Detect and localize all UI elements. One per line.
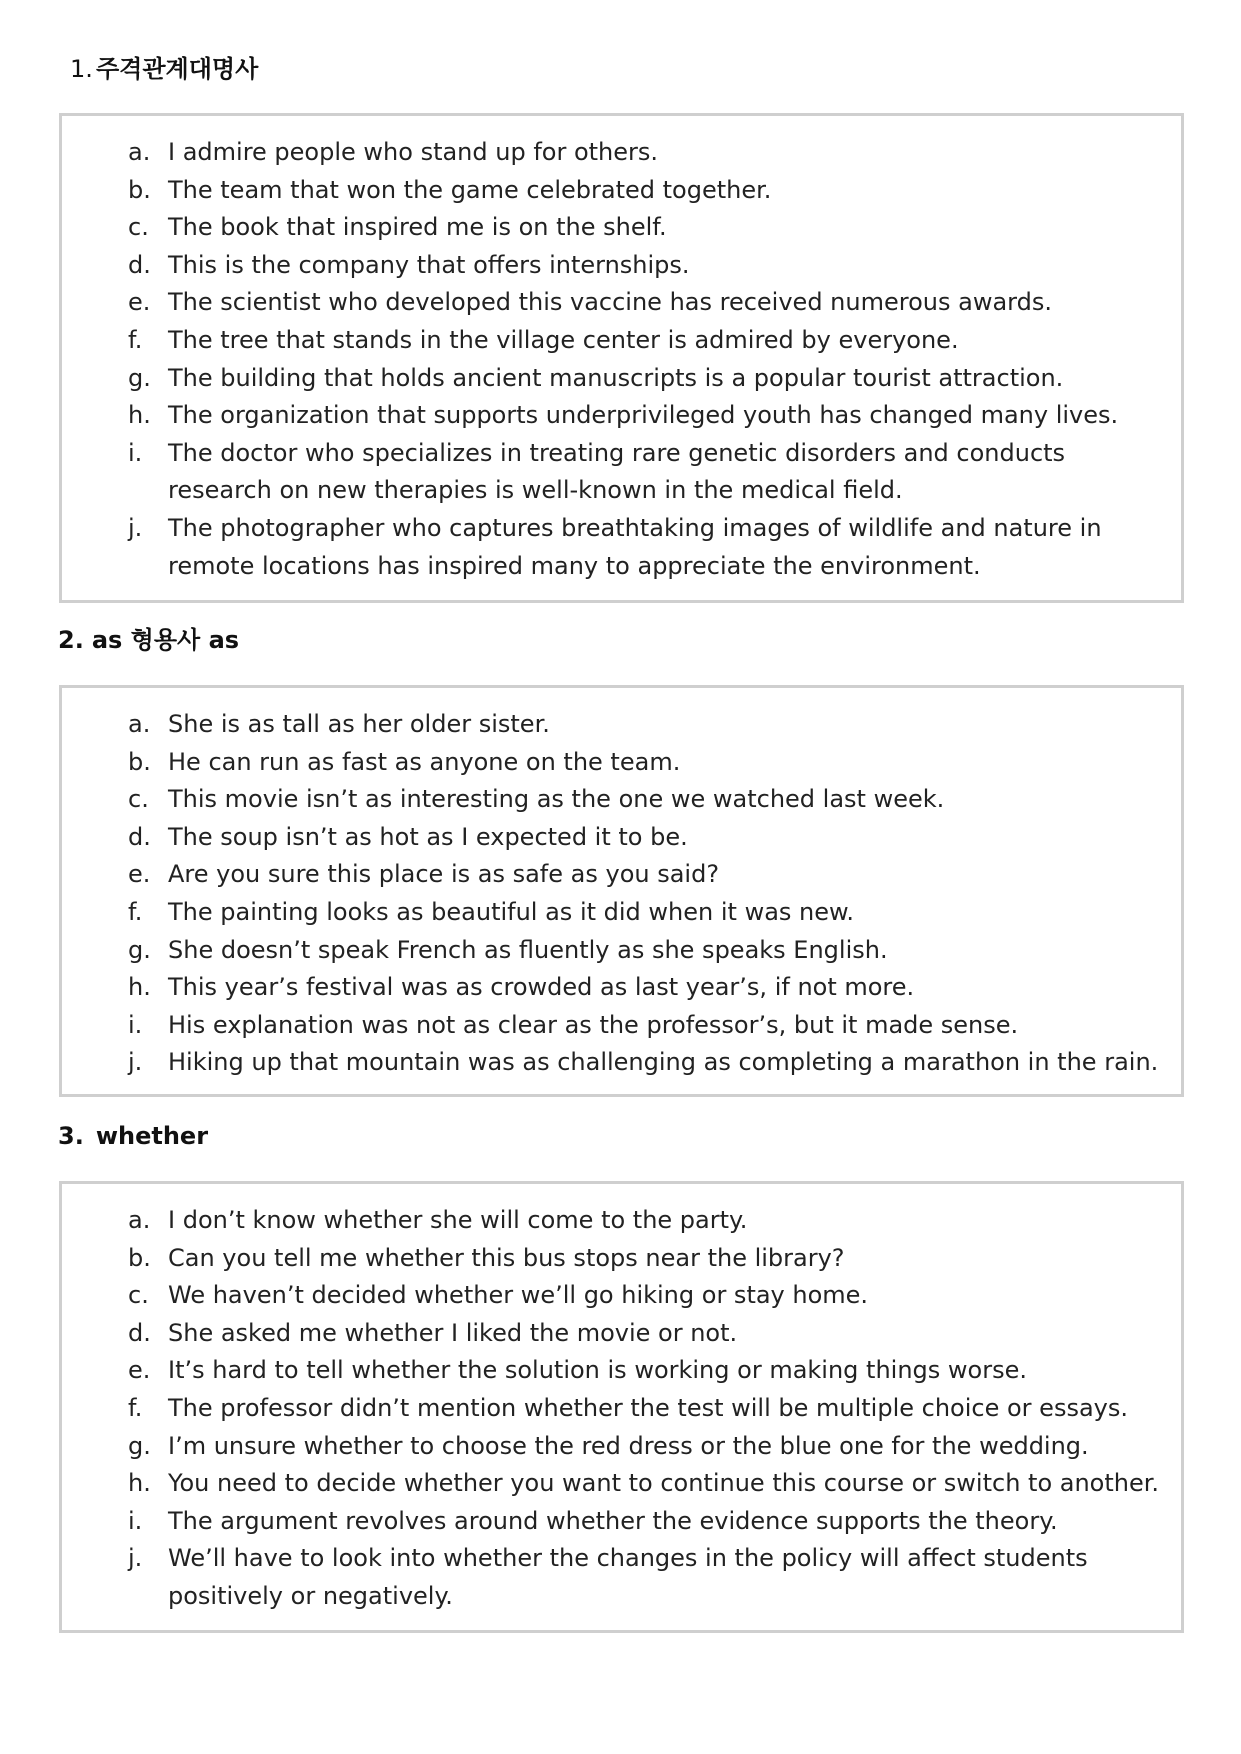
list-item-indent <box>128 472 168 510</box>
list-item-marker: b. <box>128 175 151 204</box>
list-item-marker: h. <box>128 401 151 430</box>
list-item-marker: j. <box>128 1544 143 1573</box>
list-item-marker: f. <box>128 1393 143 1422</box>
list-item-marker: g. <box>128 935 151 964</box>
list-item-marker: c. <box>128 213 149 242</box>
list-item-marker: d. <box>128 250 151 279</box>
list-item-text: The doctor who specializes in treating rare genetic disorders and conducts <box>168 438 1066 467</box>
list-item-text: positively or negatively. <box>168 1581 453 1610</box>
list-item-marker: c. <box>128 1281 149 1310</box>
list-item-marker: h. <box>128 1469 151 1498</box>
list-item <box>128 209 1118 247</box>
section-3-title: whether <box>95 1122 209 1150</box>
list-item-text: I’m unsure whether to choose the red dress or the blue one for the wedding. <box>168 1431 1089 1460</box>
list-item-text: She doesn’t speak French as fluently as she speaks English. <box>168 935 888 964</box>
section-2-number: 2. <box>58 626 84 654</box>
list-item <box>128 247 1118 285</box>
list-item-text: The professor didn’t mention whether the test will be multiple choice or essays. <box>168 1393 1128 1422</box>
list-item <box>128 1390 1159 1428</box>
list-item-text: The photographer who captures breathtaking images of wildlife and nature in <box>168 513 1102 542</box>
list-item-indent <box>128 1578 168 1616</box>
list-item-continuation <box>128 472 1118 510</box>
list-item-marker: i. <box>128 1506 143 1535</box>
list-item <box>128 1277 1159 1315</box>
list-item-marker: j. <box>128 513 143 542</box>
list-item <box>128 932 1158 970</box>
list-item <box>128 1315 1159 1353</box>
list-item-marker: i. <box>128 438 143 467</box>
section-3-box <box>59 1181 1184 1633</box>
list-item-marker: j. <box>128 1048 143 1077</box>
list-item <box>128 781 1158 819</box>
list-item <box>128 1007 1158 1045</box>
list-item <box>128 969 1158 1007</box>
list-item <box>128 284 1118 322</box>
list-item <box>128 894 1158 932</box>
list-item-text: We’ll have to look into whether the changes in the policy will affect students <box>168 1544 1088 1573</box>
list-item <box>128 744 1158 782</box>
list-item-text: The tree that stands in the village center is admired by everyone. <box>168 325 959 354</box>
section-1-heading <box>58 54 258 84</box>
list-item-text: She is as tall as her older sister. <box>168 710 550 738</box>
list-item-continuation <box>128 1578 1159 1616</box>
section-1-title: 주격관계대명사 <box>96 55 259 83</box>
list-item-marker: e. <box>128 1356 151 1385</box>
list-item <box>128 1540 1159 1578</box>
list-item-indent <box>128 548 168 586</box>
list-item-text: She asked me whether I liked the movie or not. <box>168 1318 738 1347</box>
list-item-marker: g. <box>128 1431 151 1460</box>
list-item <box>128 1503 1159 1541</box>
list-item-marker: d. <box>128 1318 151 1347</box>
section-2-title: as 형용사 as <box>91 626 240 654</box>
list-item-text: The argument revolves around whether the evidence supports the theory. <box>168 1506 1058 1535</box>
list-item-text: Hiking up that mountain was as challenging as completing a marathon in the rain. <box>168 1048 1159 1077</box>
list-item <box>128 134 1118 172</box>
section-2-list <box>128 706 1158 1082</box>
list-item <box>128 819 1158 857</box>
list-item-text: His explanation was not as clear as the professor’s, but it made sense. <box>168 1010 1019 1039</box>
list-item-marker: a. <box>128 710 151 738</box>
list-item <box>128 435 1118 473</box>
list-item-marker: b. <box>128 747 151 776</box>
list-item <box>128 856 1158 894</box>
section-1-number: 1. <box>70 55 93 83</box>
list-item-text: This year’s festival was as crowded as last year’s, if not more. <box>168 973 915 1002</box>
list-item <box>128 1240 1159 1278</box>
list-item-text: We haven’t decided whether we’ll go hiking or stay home. <box>168 1281 869 1310</box>
list-item-text: You need to decide whether you want to continue this course or switch to another. <box>168 1469 1160 1498</box>
list-item-continuation <box>128 548 1118 586</box>
list-item-text: It’s hard to tell whether the solution is working or making things worse. <box>168 1356 1027 1385</box>
list-item-text: This is the company that offers internships. <box>168 250 690 279</box>
list-item-text: Are you sure this place is as safe as you said? <box>168 860 720 889</box>
list-item-text: The soup isn’t as hot as I expected it to be. <box>168 822 688 851</box>
list-item-text: The team that won the game celebrated together. <box>168 175 772 204</box>
list-item-marker: f. <box>128 325 143 354</box>
list-item <box>128 360 1118 398</box>
list-item <box>128 172 1118 210</box>
list-item-marker: a. <box>128 138 151 166</box>
list-item <box>128 1202 1159 1240</box>
list-item <box>128 1428 1159 1466</box>
list-item-marker: e. <box>128 288 151 317</box>
list-item <box>128 706 1158 744</box>
list-item <box>128 322 1118 360</box>
list-item <box>128 1044 1158 1082</box>
list-item-text: remote locations has inspired many to appreciate the environment. <box>168 551 981 580</box>
list-item-marker: f. <box>128 897 143 926</box>
list-item-marker: i. <box>128 1010 143 1039</box>
list-item-text: This movie isn’t as interesting as the one we watched last week. <box>168 785 945 814</box>
list-item-marker: a. <box>128 1206 151 1234</box>
section-1-box <box>59 113 1184 603</box>
section-1-list <box>128 134 1118 585</box>
list-item-text: I admire people who stand up for others. <box>168 138 659 166</box>
list-item-text: The book that inspired me is on the shelf. <box>168 213 667 242</box>
section-2-box <box>59 685 1184 1097</box>
list-item-marker: b. <box>128 1243 151 1272</box>
list-item-text: He can run as fast as anyone on the team. <box>168 747 681 776</box>
section-3-number: 3. <box>58 1122 84 1150</box>
list-item <box>128 1465 1159 1503</box>
section-3-list <box>128 1202 1159 1616</box>
list-item <box>128 510 1118 548</box>
list-item-marker: e. <box>128 860 151 889</box>
list-item-marker: c. <box>128 785 149 814</box>
list-item <box>128 397 1118 435</box>
list-item-marker: h. <box>128 973 151 1002</box>
list-item-text: The painting looks as beautiful as it did when it was new. <box>168 897 855 926</box>
list-item <box>128 1352 1159 1390</box>
list-item-text: The scientist who developed this vaccine has received numerous awards. <box>168 288 1052 317</box>
list-item-text: The building that holds ancient manuscripts is a popular tourist attraction. <box>168 363 1064 392</box>
list-item-text: The organization that supports underprivileged youth has changed many lives. <box>168 401 1119 430</box>
section-2-heading <box>58 625 239 655</box>
list-item-text: I don’t know whether she will come to the party. <box>168 1206 748 1234</box>
list-item-marker: g. <box>128 363 151 392</box>
list-item-marker: d. <box>128 822 151 851</box>
list-item-text: Can you tell me whether this bus stops near the library? <box>168 1243 845 1272</box>
list-item-text: research on new therapies is well-known in the medical field. <box>168 476 903 505</box>
section-3-heading <box>58 1121 208 1151</box>
